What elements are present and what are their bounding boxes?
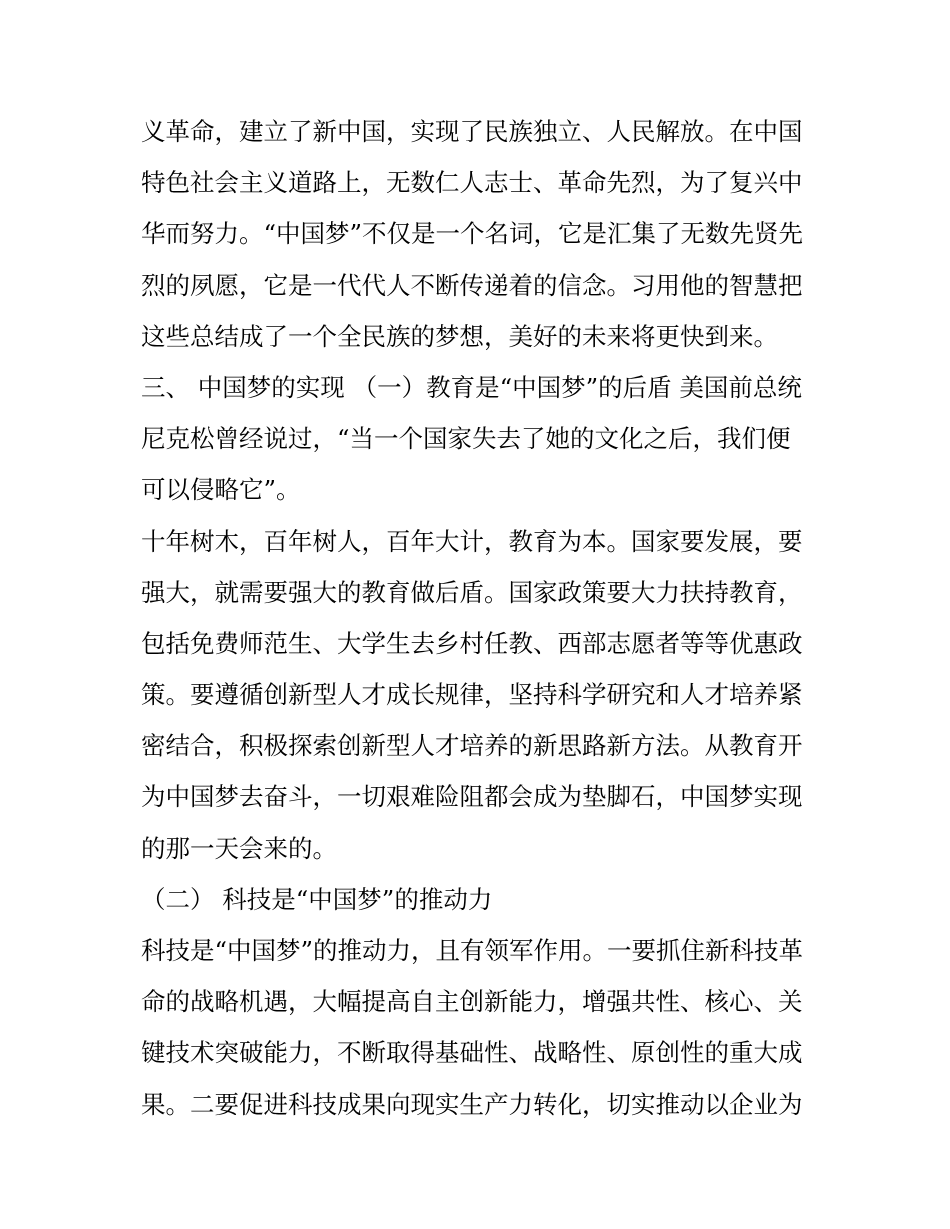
text-line: 十年树木，百年树人，百年大计，教育为本。国家要发展，要 bbox=[141, 526, 803, 556]
text-line: 密结合，积极探索创新型人才培养的新思路新方法。从教育开 bbox=[141, 731, 803, 761]
text-line: 包括免费师范生、大学生去乡村任教、西部志愿者等等优惠政 bbox=[141, 628, 803, 658]
section-heading-line: 三、 中国梦的实现 （一）教育是“中国梦”的后盾 美国前总统 bbox=[141, 372, 802, 402]
document-body bbox=[141, 106, 821, 1130]
text-line: 义革命，建立了新中国，实现了民族独立、人民解放。在中国 bbox=[141, 117, 803, 146]
text-line: 为中国梦去奋斗，一切艰难险阻都会成为垫脚石，中国梦实现 bbox=[141, 782, 803, 812]
text-line: 可以侵略它”。 bbox=[141, 475, 301, 505]
text-line: 的那一天会来的。 bbox=[141, 833, 337, 863]
text-line: 华而努力。“中国梦”不仅是一个名词，它是汇集了无数先贤先 bbox=[141, 219, 804, 249]
text-line: 科技是“中国梦”的推动力，且有领军作用。一要抓住新科技革 bbox=[141, 936, 804, 965]
subsection-heading: （二） 科技是“中国梦”的推动力 bbox=[141, 884, 493, 914]
text-line: 特色社会主义道路上，无数仁人志士、革命先烈，为了复兴中 bbox=[141, 168, 803, 198]
text-line: 强大，就需要强大的教育做后盾。国家政策要大力扶持教育， bbox=[141, 577, 803, 607]
text-line: 果。二要促进科技成果向现实生产力转化，切实推动以企业为 bbox=[141, 1089, 803, 1119]
text-line: 烈的夙愿，它是一代代人不断传递着的信念。习用他的智慧把 bbox=[141, 270, 803, 300]
text-line: 命的战略机遇，大幅提高自主创新能力，增强共性、核心、关 bbox=[141, 987, 803, 1017]
text-line: 键技术突破能力，不断取得基础性、战略性、原创性的重大成 bbox=[141, 1038, 803, 1068]
text-line: 这些总结成了一个全民族的梦想，美好的未来将更快到来。 bbox=[141, 321, 778, 351]
text-line: 尼克松曾经说过，“当一个国家失去了她的文化之后，我们便 bbox=[141, 424, 791, 454]
text-line: 策。要遵循创新型人才成长规律，坚持科学研究和人才培养紧 bbox=[141, 680, 803, 710]
